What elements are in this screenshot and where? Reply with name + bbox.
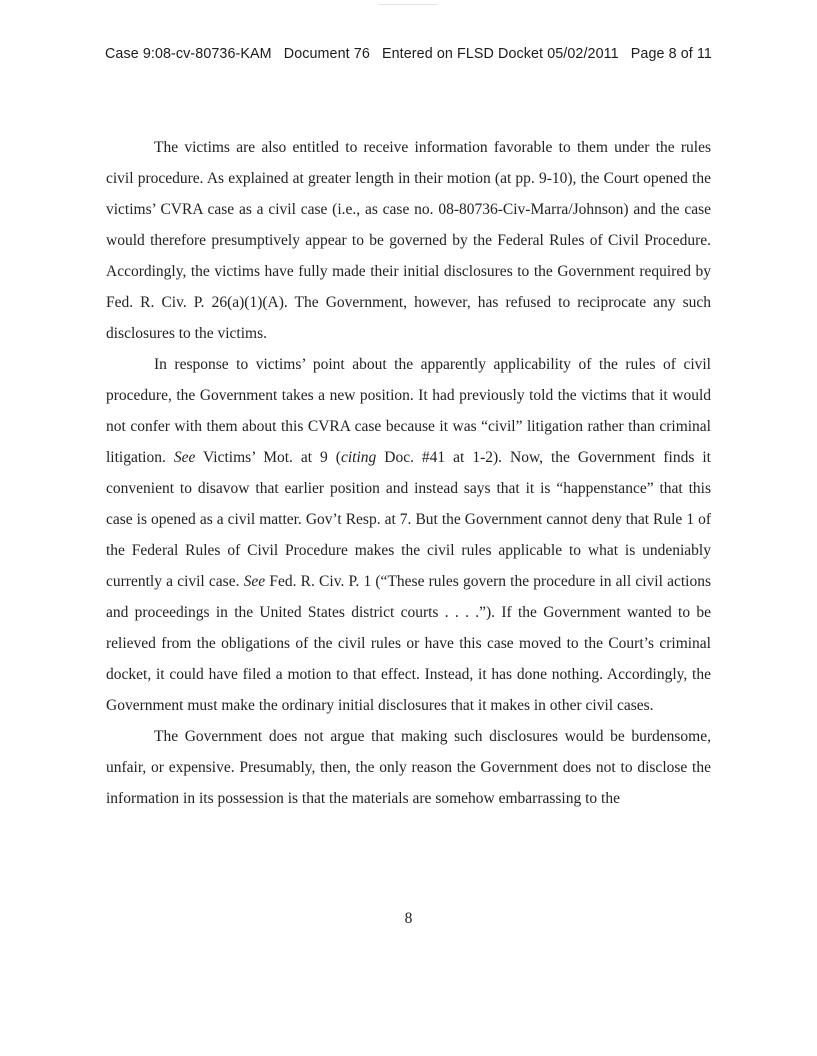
paragraph-text: In response to victims’ point about the apparently applicability of the rules of civil procedure, the Government takes a new position. It had previously told the victims that it would not confer with them about this CVRA case because it was “civil” litigation rather than criminal litigation. (106, 356, 711, 466)
document-number: Document 76 (283, 46, 370, 62)
docket-entry: Entered on FLSD Docket 05/02/2011 (381, 46, 619, 62)
page-number: 8 (404, 910, 413, 927)
paragraph-text: Doc. #41 at 1-2). Now, the Government finds it convenient to disavow that earlier position and instead says that it is “happenstance” that this case is opened as a civil matter. Gov’t Resp. at 7. But the Government cannot deny that Rule 1 of the Federal Rules of Civil Procedure makes the civil rules applicable to what is undeniably currently a civil case. (106, 449, 711, 590)
scan-artifact (378, 4, 438, 5)
body-paragraph (106, 721, 711, 814)
document-body (106, 132, 711, 814)
case-number: Case 9:08-cv-80736-KAM (104, 46, 272, 62)
italic-citation-signal: citing (340, 449, 377, 466)
paragraph-text: The victims are also entitled to receive information favorable to them under the rules civil procedure. As explained at greater length in their motion (at pp. 9-10), the Court opened the victims’ CVRA case as a civil case (i.e., as case no. 08-80736-Civ-Marra/Johnson) and the case would therefore presumptively appear to be governed by the Federal Rules of Civil Procedure. Accordingly, the victims have fully made their initial disclosures to the Government required by Fed. R. Civ. P. 26(a)(1)(A). The Government, however, has refused to reciprocate any such disclosures to the victims. (106, 139, 711, 342)
body-paragraph (106, 132, 711, 349)
italic-citation-signal: See (173, 449, 196, 466)
page-indicator: Page 8 of 11 (630, 46, 712, 62)
italic-citation-signal: See (243, 573, 266, 590)
paragraph-text: Fed. R. Civ. P. 1 (“These rules govern the procedure in all civil actions and proceedings in the United States district courts . . . .”). If the Government wanted to be relieved from the obligations of the civil rules or have this case moved to the Court’s criminal docket, it could have filed a motion to that effect. Instead, it has done nothing. Accordingly, the Government must make the ordinary initial disclosures that it makes in other civil cases. (106, 573, 711, 714)
paragraph-text: The Government does not argue that making such disclosures would be burdensome, unfair, or expensive. Presumably, then, the only reason the Government does not to disclose the information in its possession is that the materials are somehow embarrassing to the (106, 728, 711, 807)
paragraph-text: Victims’ Mot. at 9 ( (195, 449, 341, 466)
docket-header (0, 46, 817, 62)
body-paragraph (106, 349, 711, 721)
